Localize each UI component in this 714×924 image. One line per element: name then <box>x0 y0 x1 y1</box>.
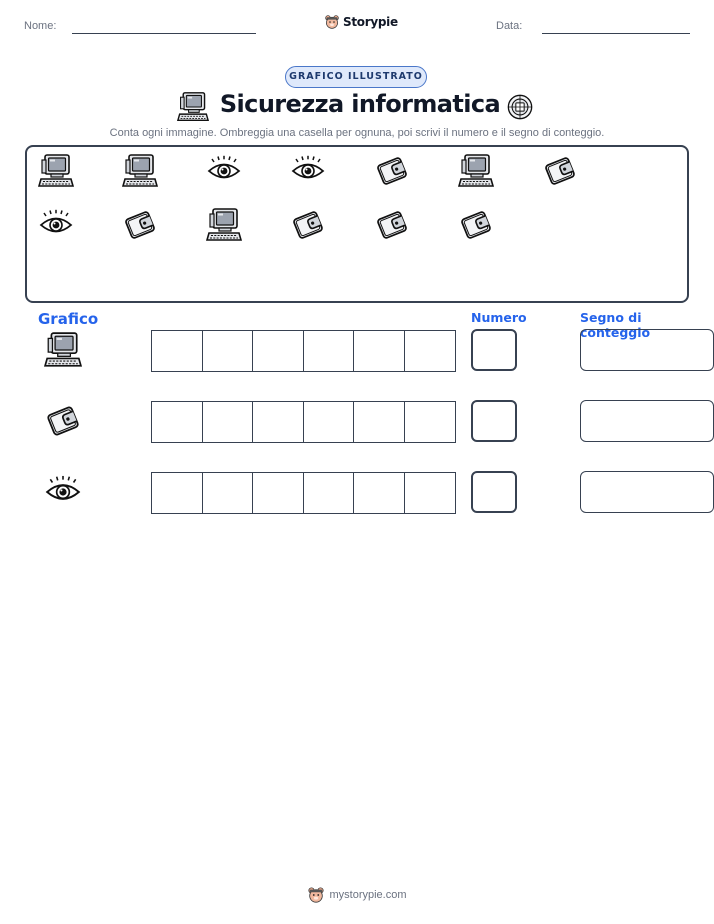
computer-icon <box>38 153 74 189</box>
shading-grid <box>151 330 456 372</box>
grafico-header: Grafico <box>38 310 99 328</box>
shading-cell[interactable] <box>203 402 254 442</box>
number-answer-box[interactable] <box>471 400 517 442</box>
number-answer-box[interactable] <box>471 329 517 371</box>
eye-icon <box>44 473 82 511</box>
shading-cell[interactable] <box>405 402 456 442</box>
date-line[interactable] <box>542 33 690 34</box>
wallet-icon <box>44 402 82 440</box>
brand-name: Storypie <box>343 15 398 29</box>
page-title: Sicurezza informatica <box>219 90 501 118</box>
wallet-icon <box>374 153 410 189</box>
numero-header: Numero <box>471 310 527 325</box>
bear-logo-icon <box>307 886 325 904</box>
computer-icon <box>44 331 82 369</box>
shading-cell[interactable] <box>203 473 254 513</box>
date-label: Data: <box>496 20 523 32</box>
computer-icon <box>122 153 158 189</box>
footer <box>0 886 714 904</box>
shading-cell[interactable] <box>354 331 405 371</box>
shading-cell[interactable] <box>152 402 203 442</box>
title-shield-icon <box>505 92 535 127</box>
instructions: Conta ogni immagine. Ombreggia una casella per ognuna, poi scrivi il numero e il segno di conteggio. <box>109 127 605 139</box>
computer-icon <box>206 207 242 243</box>
eye-icon <box>206 153 242 189</box>
shading-cell[interactable] <box>152 331 203 371</box>
shading-cell[interactable] <box>304 331 355 371</box>
tally-answer-box[interactable] <box>580 471 714 513</box>
segno-header: Segno di conteggio <box>580 310 651 340</box>
name-label: Nome: <box>24 20 57 32</box>
wallet-icon <box>458 207 494 243</box>
wallet-icon <box>122 207 158 243</box>
worksheet-type-badge: GRAFICO ILLUSTRATO <box>285 66 427 88</box>
eye-icon <box>38 207 74 243</box>
shading-cell[interactable] <box>354 473 405 513</box>
shading-cell[interactable] <box>253 473 304 513</box>
shading-cell[interactable] <box>354 402 405 442</box>
shading-cell[interactable] <box>304 402 355 442</box>
tally-answer-box[interactable] <box>580 400 714 442</box>
shading-grid <box>151 472 456 514</box>
wallet-icon <box>374 207 410 243</box>
computer-icon <box>458 153 494 189</box>
wallet-icon <box>542 153 578 189</box>
shading-cell[interactable] <box>152 473 203 513</box>
name-line[interactable] <box>72 33 256 34</box>
shading-cell[interactable] <box>253 331 304 371</box>
bear-logo-icon <box>324 14 340 30</box>
wallet-icon <box>290 207 326 243</box>
shading-cell[interactable] <box>405 473 456 513</box>
brand-logo <box>324 14 398 30</box>
shading-cell[interactable] <box>203 331 254 371</box>
shading-grid <box>151 401 456 443</box>
tally-answer-box[interactable] <box>580 329 714 371</box>
number-answer-box[interactable] <box>471 471 517 513</box>
shading-cell[interactable] <box>304 473 355 513</box>
eye-icon <box>290 153 326 189</box>
footer-site: mystorypie.com <box>329 889 407 901</box>
shading-cell[interactable] <box>253 402 304 442</box>
shading-cell[interactable] <box>405 331 456 371</box>
